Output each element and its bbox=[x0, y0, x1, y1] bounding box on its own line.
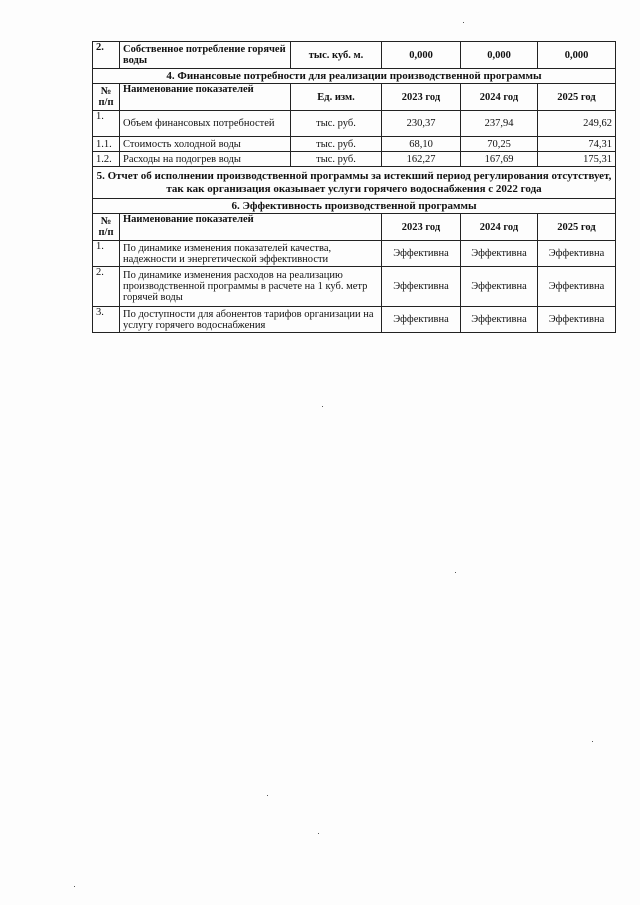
unit-cell: тыс. куб. м. bbox=[291, 42, 382, 69]
value-2023: 0,000 bbox=[382, 42, 461, 69]
value-2023: 230,37 bbox=[382, 111, 461, 137]
section-6-title: 6. Эффективность производственной программы bbox=[93, 199, 616, 214]
value-2025: 175,31 bbox=[538, 152, 616, 167]
value-2024: 167,69 bbox=[461, 152, 538, 167]
header-name: Наименование показателей bbox=[120, 214, 382, 241]
value-2025: 0,000 bbox=[538, 42, 616, 69]
table-row bbox=[93, 241, 616, 267]
scan-speck bbox=[267, 795, 268, 796]
value-2025: Эффективна bbox=[538, 241, 616, 267]
scan-speck bbox=[74, 886, 75, 887]
production-program-table bbox=[92, 41, 616, 333]
row-number: 1.2. bbox=[93, 152, 120, 167]
indicator-name: По динамике изменения показателей качества, надежности и энергетической эффективности bbox=[120, 241, 382, 267]
value-2024: 237,94 bbox=[461, 111, 538, 137]
scan-speck bbox=[592, 741, 593, 742]
header-num: № п/п bbox=[93, 84, 120, 111]
value-2024: Эффективна bbox=[461, 307, 538, 333]
indicator-name: Стоимость холодной воды bbox=[120, 137, 291, 152]
value-2025: 249,62 bbox=[538, 111, 616, 137]
section-5-text: 5. Отчет об исполнении производственной программы за истекший период регулирования отсутствует, так как организация оказывает услуги горячего водоснабжения с 2022 года bbox=[93, 167, 616, 199]
value-2024: 70,25 bbox=[461, 137, 538, 152]
value-2025: Эффективна bbox=[538, 307, 616, 333]
value-2023: Эффективна bbox=[382, 307, 461, 333]
unit-cell: тыс. руб. bbox=[291, 152, 382, 167]
header-2025: 2025 год bbox=[538, 214, 616, 241]
value-2024: 0,000 bbox=[461, 42, 538, 69]
indicator-name: Расходы на подогрев воды bbox=[120, 152, 291, 167]
table-row bbox=[93, 307, 616, 333]
row-number: 2. bbox=[93, 42, 120, 69]
table-row bbox=[93, 42, 616, 69]
row-number: 1.1. bbox=[93, 137, 120, 152]
value-2023: Эффективна bbox=[382, 267, 461, 307]
document-sheet bbox=[92, 41, 615, 333]
unit-cell: тыс. руб. bbox=[291, 137, 382, 152]
value-2025: Эффективна bbox=[538, 267, 616, 307]
header-row bbox=[93, 214, 616, 241]
scan-speck bbox=[322, 406, 323, 407]
table-row bbox=[93, 267, 616, 307]
row-number: 3. bbox=[93, 307, 120, 333]
header-num: № п/п bbox=[93, 214, 120, 241]
header-row bbox=[93, 84, 616, 111]
scan-speck bbox=[318, 833, 319, 834]
table-row bbox=[93, 111, 616, 137]
scan-speck bbox=[455, 572, 456, 573]
indicator-name: По доступности для абонентов тарифов организации на услугу горячего водоснабжения bbox=[120, 307, 382, 333]
value-2023: 68,10 bbox=[382, 137, 461, 152]
row-number: 2. bbox=[93, 267, 120, 307]
indicator-name: Собственное потребление горячей воды bbox=[120, 42, 291, 69]
table-row bbox=[93, 137, 616, 152]
header-name: Наименование показателей bbox=[120, 84, 291, 111]
section-4-title: 4. Финансовые потребности для реализации производственной программы bbox=[93, 69, 616, 84]
indicator-name: Объем финансовых потребностей bbox=[120, 111, 291, 137]
header-2025: 2025 год bbox=[538, 84, 616, 111]
indicator-name: По динамике изменения расходов на реализацию производственной программы в расчете на 1 куб. метр горячей воды bbox=[120, 267, 382, 307]
row-number: 1. bbox=[93, 241, 120, 267]
header-2023: 2023 год bbox=[382, 84, 461, 111]
value-2024: Эффективна bbox=[461, 241, 538, 267]
table-row bbox=[93, 152, 616, 167]
scan-speck bbox=[463, 22, 464, 23]
value-2023: Эффективна bbox=[382, 241, 461, 267]
header-2024: 2024 год bbox=[461, 84, 538, 111]
value-2024: Эффективна bbox=[461, 267, 538, 307]
value-2025: 74,31 bbox=[538, 137, 616, 152]
row-number: 1. bbox=[93, 111, 120, 137]
value-2023: 162,27 bbox=[382, 152, 461, 167]
header-unit: Ед. изм. bbox=[291, 84, 382, 111]
unit-cell: тыс. руб. bbox=[291, 111, 382, 137]
header-2023: 2023 год bbox=[382, 214, 461, 241]
header-2024: 2024 год bbox=[461, 214, 538, 241]
